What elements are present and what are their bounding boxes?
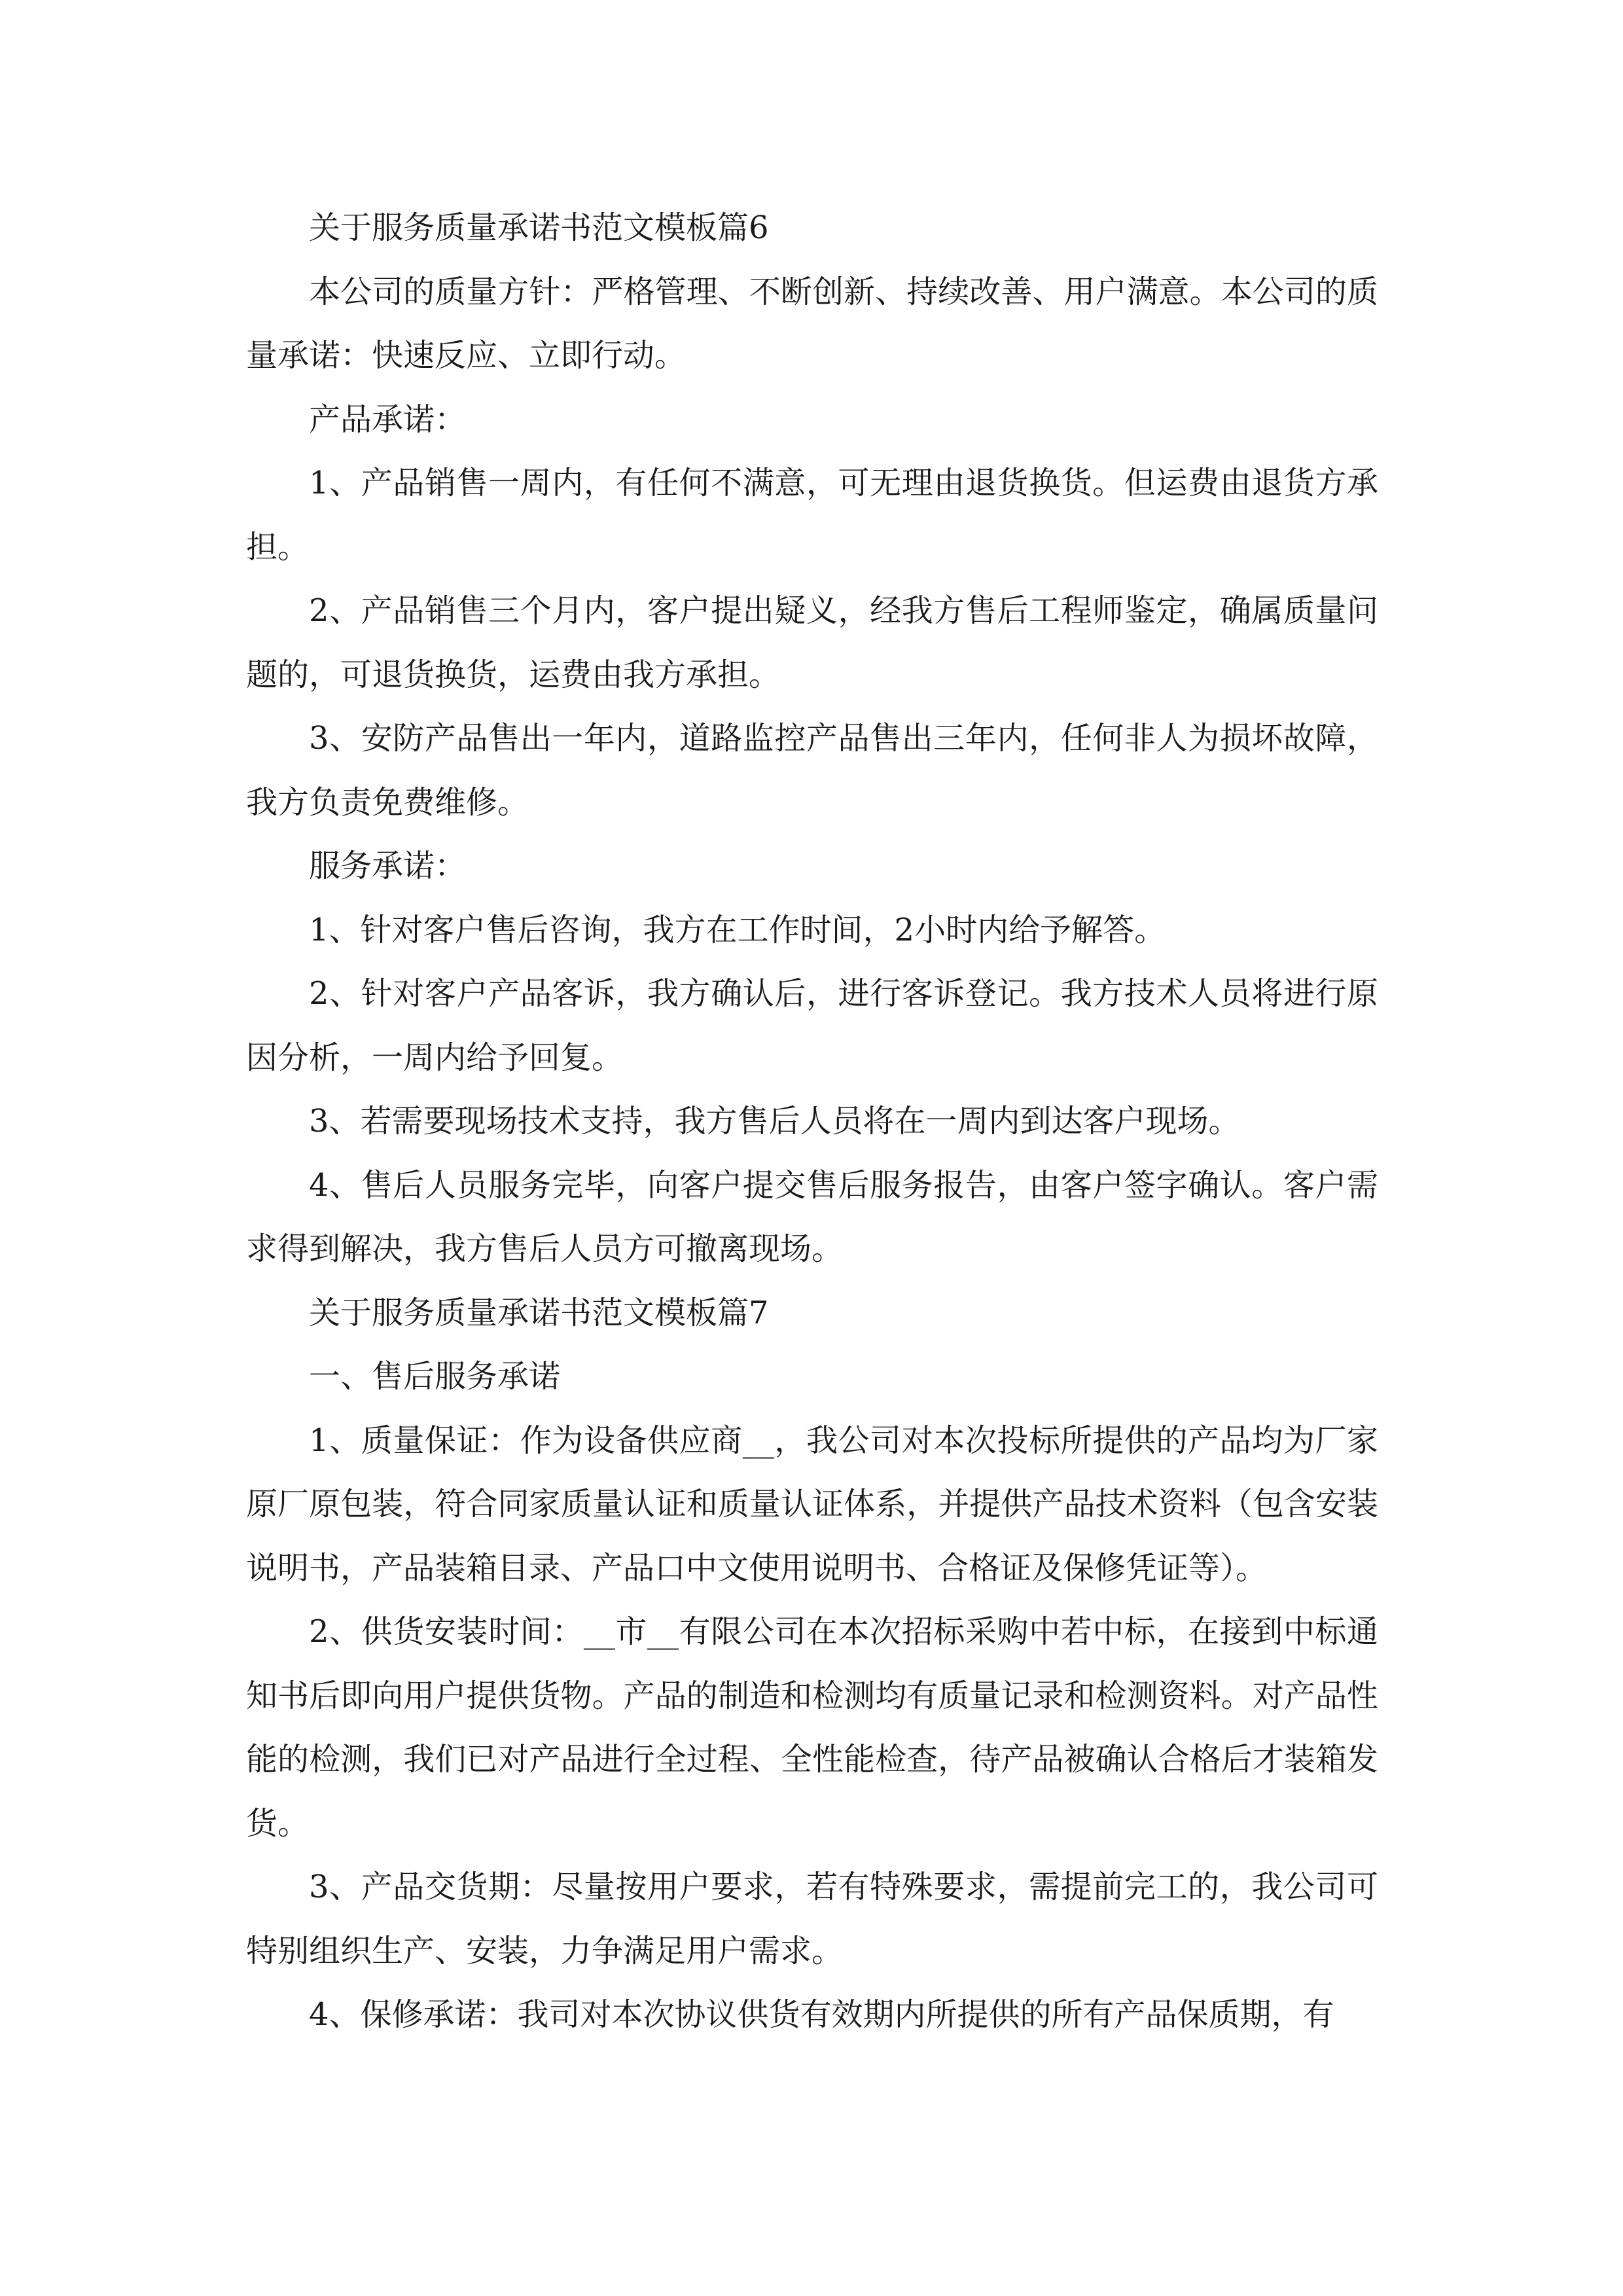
paragraph: 4、保修承诺：我司对本次协议供货有效期内所提供的所有产品保质期，有 bbox=[309, 1996, 1334, 2033]
section-heading-7: 关于服务质量承诺书范文模板篇7 bbox=[309, 1294, 769, 1331]
paragraph: 4、售后人员服务完毕，向客户提交售后服务报告，由客户签字确认。客户需求得到解决，我方售后人员方可撤离现场。 bbox=[246, 1166, 1378, 1267]
document-body bbox=[246, 196, 1378, 2047]
paragraph: 2、针对客户产品客诉，我方确认后，进行客诉登记。我方技术人员将进行原因分析，一周内给予回复。 bbox=[246, 975, 1378, 1076]
paragraph: 3、产品交货期：尽量按用户要求，若有特殊要求，需提前完工的，我公司可特别组织生产、安装，力争满足用户需求。 bbox=[246, 1869, 1378, 1969]
subheading-after-sales: 一、售后服务承诺 bbox=[309, 1358, 561, 1395]
subheading-product-commitment: 产品承诺： bbox=[309, 401, 467, 438]
paragraph: 本公司的质量方针：严格管理、不断创新、持续改善、用户满意。本公司的质量承诺：快速反应、立即行动。 bbox=[246, 273, 1378, 374]
paragraph: 2、产品销售三个月内，客户提出疑义，经我方售后工程师鉴定，确属质量问题的，可退货换货，运费由我方承担。 bbox=[246, 592, 1378, 693]
paragraph: 1、质量保证：作为设备供应商__，我公司对本次投标所提供的产品均为厂家原厂原包装，符合同家质量认证和质量认证体系，并提供产品技术资料（包含安装说明书，产品装箱目录、产品口中文使用说明书、合格证及保修凭证等）。 bbox=[246, 1422, 1378, 1587]
paragraph: 3、若需要现场技术支持，我方售后人员将在一周内到达客户现场。 bbox=[309, 1103, 1240, 1139]
paragraph: 2、供货安装时间：__市__有限公司在本次招标采购中若中标，在接到中标通知书后即向用户提供货物。产品的制造和检测均有质量记录和检测资料。对产品性能的检测，我们已对产品进行全过程、全性能检查，待产品被确认合格后才装箱发货。 bbox=[246, 1613, 1378, 1842]
paragraph: 1、针对客户售后咨询，我方在工作时间，2小时内给予解答。 bbox=[309, 911, 1166, 948]
section-heading-6: 关于服务质量承诺书范文模板篇6 bbox=[309, 209, 769, 246]
subheading-service-commitment: 服务承诺： bbox=[309, 848, 467, 884]
paragraph: 3、安防产品售出一年内，道路监控产品售出三年内，任何非人为损坏故障，我方负责免费维修。 bbox=[246, 720, 1378, 821]
paragraph: 1、产品销售一周内，有任何不满意，可无理由退货换货。但运费由退货方承担。 bbox=[246, 465, 1378, 565]
